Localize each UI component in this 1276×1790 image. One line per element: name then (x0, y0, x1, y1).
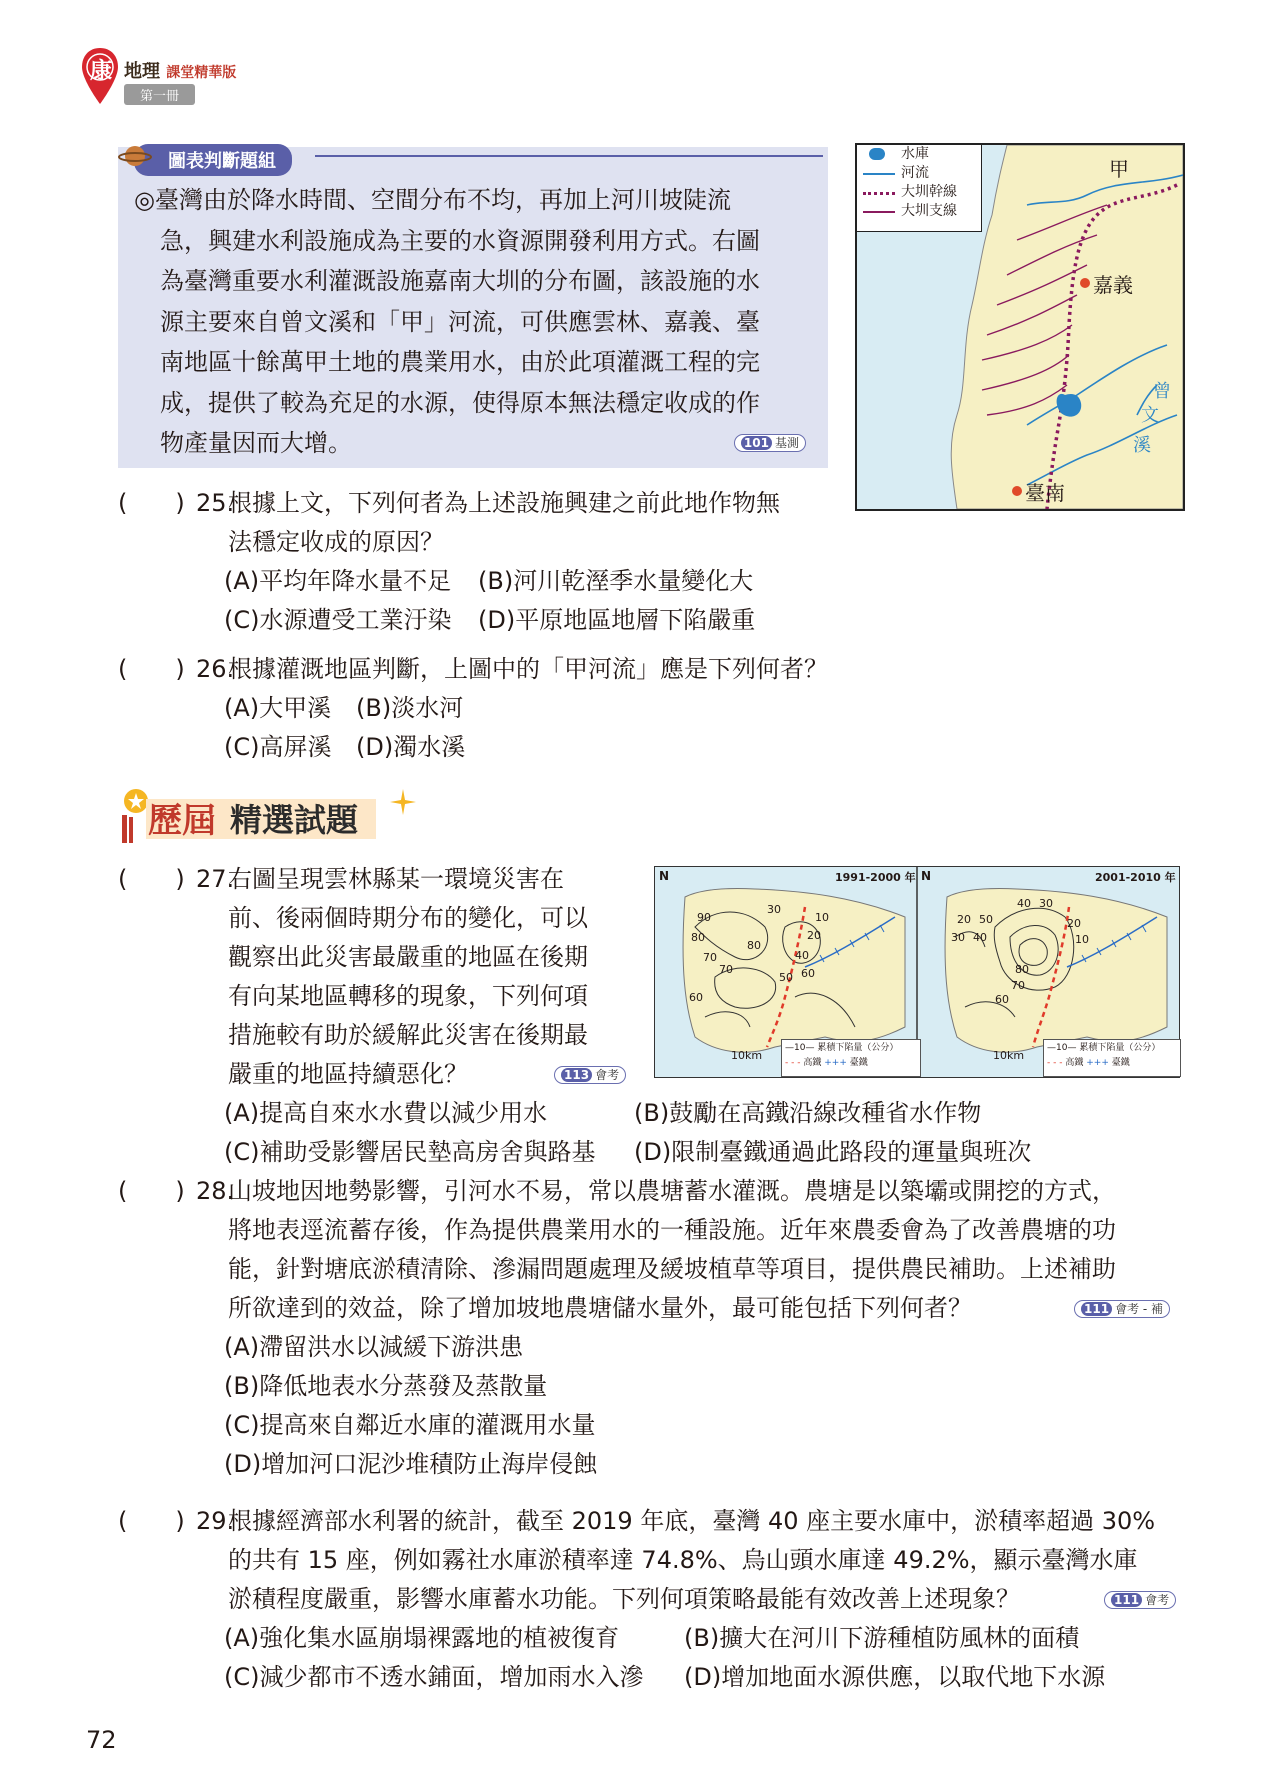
question-number: 27. (196, 865, 235, 893)
question-text: 淤積程度嚴重，影響水庫蓄水功能。下列何項策略最能有效改善上述現象？ (228, 1585, 1020, 1613)
passage-line: 源主要來自曾文溪和「甲」河流，可供應雲林、嘉義、臺 (160, 307, 760, 336)
question-number: 28. (196, 1177, 235, 1205)
book-title (124, 57, 236, 83)
reservoir-symbol (869, 148, 885, 160)
legend-label: 河流 (901, 165, 929, 181)
legend-right: —10— 累積下陷量（公分） - - - 高鐵 +++ 臺鐵 (1043, 1039, 1181, 1077)
option-d[interactable]: (D)限制臺鐵通過此路段的運量與班次 (634, 1138, 1032, 1166)
contour-value: 60 (995, 993, 1009, 1006)
question-number: 25. (196, 489, 235, 517)
option-a[interactable]: (A)滯留洪水以減緩下游洪患 (224, 1333, 524, 1361)
legend-left: —10— 累積下陷量（公分） - - - 高鐵 +++ 臺鐵 (781, 1039, 921, 1077)
legend-hsr: 高鐵 (1065, 1058, 1084, 1068)
contour-value: 60 (801, 967, 815, 980)
label-tainan: 臺南 (1025, 481, 1065, 505)
question-text: 的共有 15 座，例如霧社水庫淤積率達 74.8%、烏山頭水庫達 49.2%，顯示臺灣水庫 (228, 1546, 1138, 1574)
contour-value: 30 (767, 903, 781, 916)
answer-blank[interactable]: ( ) (118, 655, 185, 683)
label-jia: 甲 (1109, 157, 1129, 181)
question-text: 前、後兩個時期分布的變化，可以 (228, 904, 588, 932)
option-c[interactable]: (C)高屏溪 (224, 733, 332, 761)
label-xi: 溪 (1133, 435, 1151, 456)
contour-value: 10 (1075, 933, 1089, 946)
option-b[interactable]: (B)鼓勵在高鐵沿線改種省水作物 (634, 1099, 982, 1127)
option-c[interactable]: (C)減少都市不透水鋪面，增加雨水入滲 (224, 1663, 644, 1691)
answer-blank[interactable]: ( ) (118, 1177, 185, 1205)
option-b[interactable]: (B)降低地表水分蒸發及蒸散量 (224, 1372, 548, 1400)
question-text: 能，針對塘底淤積清除、滲漏問題處理及緩坡植草等項目，提供農民補助。上述補助 (228, 1255, 1116, 1283)
question-text: 觀察出此災害最嚴重的地區在後期 (228, 943, 588, 971)
main-canal-symbol (863, 192, 895, 195)
source-year: 101 (741, 436, 772, 450)
answer-blank[interactable]: ( ) (118, 865, 185, 893)
option-d[interactable]: (D)濁水溪 (356, 733, 466, 761)
answer-blank[interactable]: ( ) (118, 489, 185, 517)
question-text: 措施較有助於緩解此災害在後期最 (228, 1021, 588, 1049)
legend-label: 水庫 (901, 146, 929, 162)
publisher-badge: 康 (89, 59, 112, 84)
passage-line: 物產量因而大增。 (160, 429, 352, 457)
question-text: 將地表逕流蓄存後，作為提供農業用水的一種設施。近年來農委會為了改善農塘的功 (228, 1216, 1116, 1244)
contour-value: 80 (691, 931, 705, 944)
legend-reservoir (857, 145, 981, 164)
label-wen: 文 (1141, 405, 1159, 426)
left-period: 1991-2000 年 (835, 871, 916, 884)
contour-value: 70 (719, 963, 733, 976)
river-symbol (863, 173, 895, 175)
option-b[interactable]: (B)擴大在河川下游種植防風林的面積 (684, 1624, 1080, 1652)
legend-label: 大圳幹線 (901, 184, 957, 200)
legend-rail: 臺鐵 (849, 1058, 868, 1068)
legend-label: 大圳支線 (901, 203, 957, 219)
planet-icon (118, 141, 152, 171)
source-exam: 會考 (595, 1068, 620, 1082)
question-text: 右圖呈現雲林縣某一環境災害在 (228, 865, 564, 893)
volume-label: 第一冊 (124, 84, 195, 105)
source-tag (1104, 1591, 1176, 1609)
passage-line: 為臺灣重要水利灌溉設施嘉南大圳的分布圖，該設施的水 (160, 267, 760, 295)
option-c[interactable]: (C)補助受影響居民墊高房舍與路基 (224, 1138, 596, 1166)
contour-value: 50 (779, 971, 793, 984)
passage-line: 南地區十餘萬甲土地的農業用水，由於此項灌溉工程的完 (160, 348, 760, 376)
contour-value: 90 (697, 911, 711, 924)
page-number: 72 (86, 1726, 117, 1754)
contour-value: 70 (703, 951, 717, 964)
contour-value: 40 (973, 931, 987, 944)
legend-river (857, 164, 981, 183)
source-tag (734, 434, 806, 452)
source-year: 111 (1081, 1302, 1112, 1316)
legend-contour: —10— 累積下陷量（公分） (785, 1043, 899, 1053)
option-a[interactable]: (A)提高自來水水費以減少用水 (224, 1099, 548, 1127)
section-rule (315, 155, 823, 157)
scale-left: 10km (731, 1049, 763, 1062)
contour-value: 20 (1067, 917, 1081, 930)
question-text: 根據經濟部水利署的統計，截至 2019 年底，臺灣 40 座主要水庫中，淤積率超過 30% (228, 1507, 1156, 1535)
left-panel (683, 889, 905, 1053)
option-d[interactable]: (D)增加地面水源供應，以取代地下水源 (684, 1663, 1106, 1691)
source-exam: 基測 (774, 436, 799, 450)
passage-line: 成，提供了較為充足的水源，使得原本無法穩定收成的作 (160, 388, 760, 417)
source-year: 111 (1111, 1593, 1142, 1607)
question-text: 根據灌溉地區判斷，上圖中的「甲河流」應是下列何者？ (228, 655, 828, 683)
contour-value: 40 (1017, 897, 1031, 910)
book-title-main: 地理 (124, 61, 160, 82)
contour-value: 70 (1011, 979, 1025, 992)
contour-value: 40 (795, 949, 809, 962)
option-c[interactable]: (C)提高來自鄰近水庫的灌溉用水量 (224, 1411, 596, 1439)
scale-right: 10km (993, 1049, 1025, 1062)
subsidence-maps (654, 866, 1180, 1078)
contour-value: 60 (689, 991, 703, 1004)
option-d[interactable]: (D)平原地區地層下陷嚴重 (478, 606, 756, 634)
section-label: 圖表判斷題組 (134, 144, 292, 176)
source-year: 113 (561, 1068, 592, 1082)
option-b[interactable]: (B)淡水河 (356, 694, 464, 722)
passage-line: 急，興建水利設施成為主要的水資源開發利用方式。右圖 (160, 226, 760, 255)
source-exam: 會考 (1145, 1593, 1170, 1607)
right-period: 2001-2010 年 (1095, 871, 1176, 884)
option-a[interactable]: (A)大甲溪 (224, 694, 332, 722)
question-text: 有向某地區轉移的現象，下列何項 (228, 982, 588, 1010)
legend-hsr: 高鐵 (803, 1058, 822, 1068)
legend-branch-canal (857, 202, 981, 221)
history-title-red: 歷屆 (148, 801, 216, 841)
question-text: 嚴重的地區持續惡化？ (228, 1060, 468, 1088)
passage-text (134, 180, 814, 464)
contour-value: 20 (807, 929, 821, 942)
passage-line: ◎臺灣由於降水時間、空間分布不均，再加上河川坡陡流 (134, 186, 731, 214)
answer-blank[interactable]: ( ) (118, 1507, 185, 1535)
option-c[interactable]: (C)水源遭受工業汙染 (224, 606, 452, 634)
question-text: 山坡地因地勢影響，引河水不易，常以農塘蓄水灌溉。農塘是以築壩或開挖的方式， (228, 1177, 1116, 1205)
option-d[interactable]: (D)增加河口泥沙堆積防止海岸侵蝕 (224, 1450, 598, 1478)
legend-main-canal (857, 183, 981, 202)
passage-last-line (134, 423, 814, 464)
question-text: 所欲達到的效益，除了增加坡地農塘儲水量外，最可能包括下列何者？ (228, 1294, 972, 1322)
question-text: 根據上文，下列何者為上述設施興建之前此地作物無 (228, 489, 780, 517)
contour-value: 30 (1039, 897, 1053, 910)
label-zeng: 曾 (1153, 381, 1171, 402)
option-a[interactable]: (A)強化集水區崩塌裸露地的植被復育 (224, 1624, 620, 1652)
book-title-sub: 課堂精華版 (166, 65, 237, 81)
map-legend (857, 145, 982, 232)
branch-canal-symbol (863, 211, 895, 213)
question-number: 29. (196, 1507, 235, 1535)
contour-value: 80 (1015, 963, 1029, 976)
source-exam: 會考 - 補 (1115, 1302, 1164, 1316)
legend-rail: 臺鐵 (1111, 1058, 1130, 1068)
option-a[interactable]: (A)平均年降水量不足 (224, 567, 452, 595)
label-chiayi: 嘉義 (1093, 273, 1133, 297)
source-tag (1074, 1300, 1170, 1318)
chianan-canal-map (855, 143, 1185, 511)
question-number: 26. (196, 655, 235, 683)
north-arrow-left: N (659, 869, 670, 883)
contour-value: 50 (979, 913, 993, 926)
legend-contour: —10— 累積下陷量（公分） (1047, 1043, 1161, 1053)
sparkle-icon (388, 787, 418, 817)
contour-value: 80 (747, 939, 761, 952)
option-b[interactable]: (B)河川乾溼季水量變化大 (478, 567, 754, 595)
north-arrow-right: N (921, 869, 932, 883)
source-tag (554, 1066, 626, 1084)
contour-value: 10 (815, 911, 829, 924)
contour-value: 30 (951, 931, 965, 944)
history-title-dark: 精選試題 (230, 801, 359, 839)
question-text: 法穩定收成的原因？ (228, 528, 444, 556)
contour-value: 20 (957, 913, 971, 926)
history-section-title (118, 787, 418, 847)
